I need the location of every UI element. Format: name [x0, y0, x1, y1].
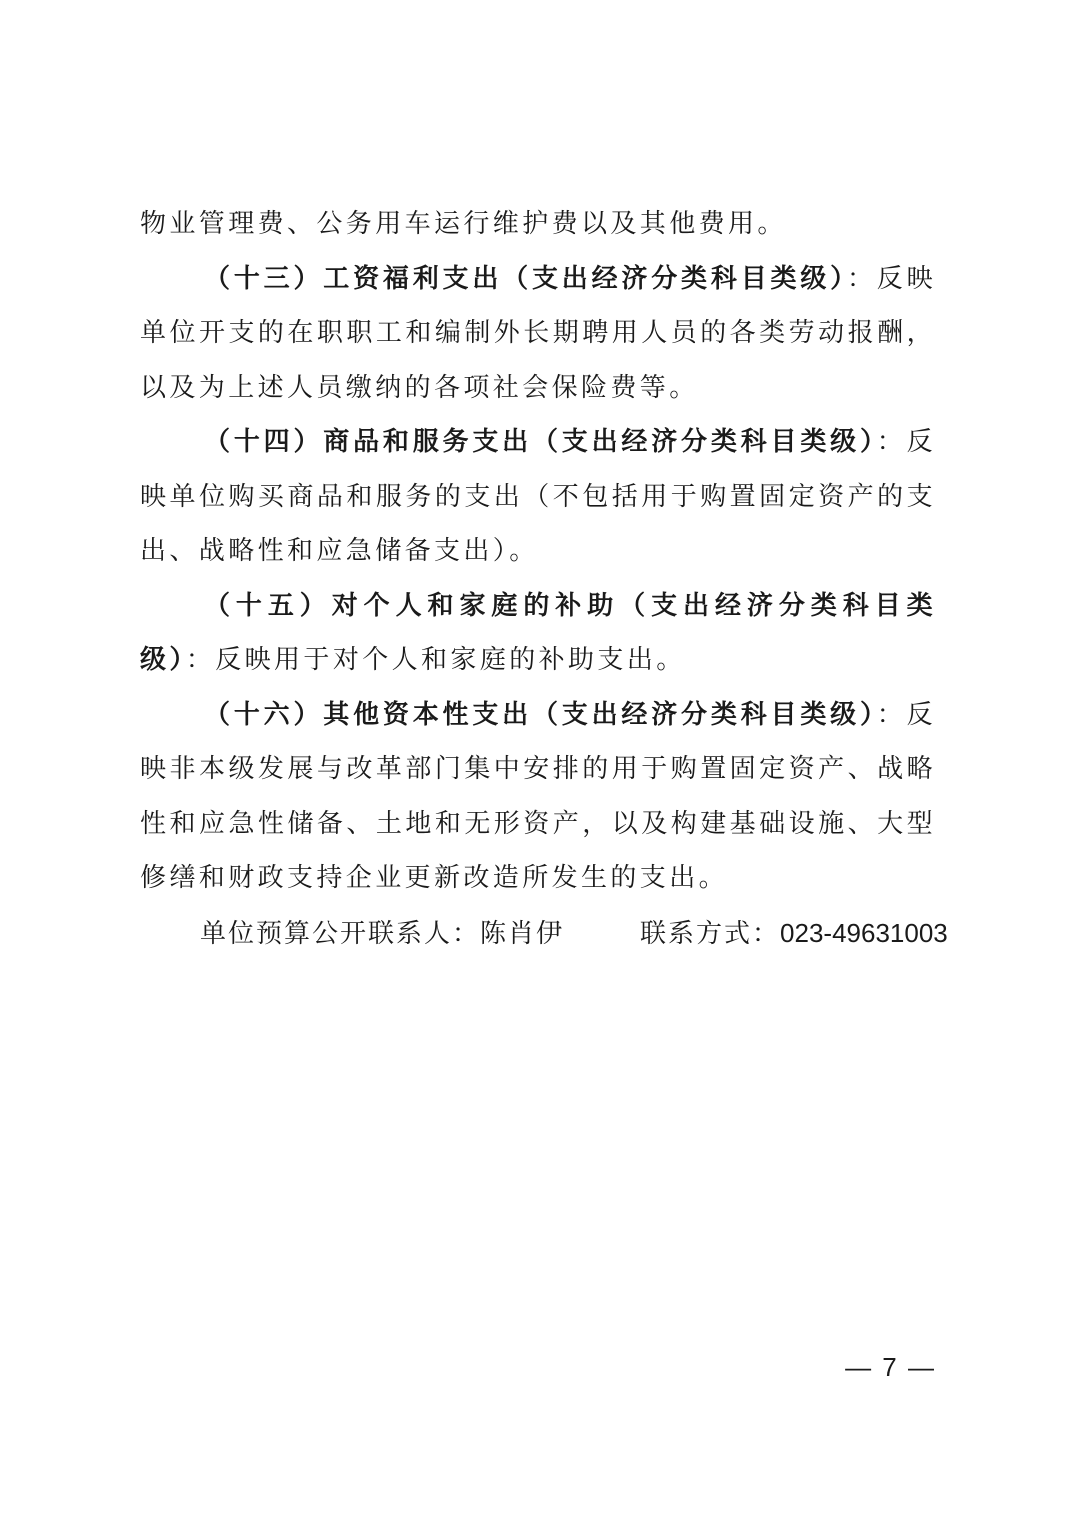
paragraph-continuation [140, 197, 936, 252]
paragraph-goods-services [140, 415, 936, 579]
paragraph-heading: （十三）工资福利支出（支出经济分类科目类级） [204, 263, 847, 294]
paragraph-text: 物业管理费、公务用车运行维护费以及其他费用。 [140, 209, 787, 239]
page-number: — 7 — [845, 1352, 936, 1382]
paragraph-text: ：反映用于对个人和家庭的补助支出。 [185, 645, 686, 675]
paragraph-heading: （十四）商品和服务支出（支出经济分类科目类级） [204, 427, 877, 457]
contact-person-label: 单位预算公开联系人： [200, 918, 481, 949]
paragraph-other-capital [140, 688, 936, 906]
paragraph-text: ：反映非本级发展与改革部门集中安排的用于购置固定资产、战略性和应急性储备、土地和无形资产，以及构建基础设施、大型修缮和财政支持企业更新改造所发生的支出。 [140, 699, 936, 893]
paragraph-text: ：反映单位购买商品和服务的支出（不包括用于购置固定资产的支出、战略性和应急储备支出）。 [140, 427, 936, 566]
paragraph-heading: （十五）对个人和家庭的补助（支出经济分类科目类级） [140, 590, 936, 675]
contact-phone: 023-49631003 [780, 917, 948, 948]
contact-method-label: 联系方式： [640, 918, 781, 949]
contact-person-name: 陈肖伊 [480, 918, 565, 949]
paragraph-wage-welfare [140, 252, 936, 416]
paragraph-heading: （十六）其他资本性支出（支出经济分类科目类级） [204, 699, 877, 730]
paragraph-text: ：反映单位开支的在职职工和编制外长期聘用人员的各类劳动报酬，以及为上述人员缴纳的各项社会保险费等。 [140, 263, 936, 403]
paragraph-household-subsidy [140, 579, 936, 688]
contact-line [140, 906, 948, 962]
document-body [140, 197, 948, 961]
